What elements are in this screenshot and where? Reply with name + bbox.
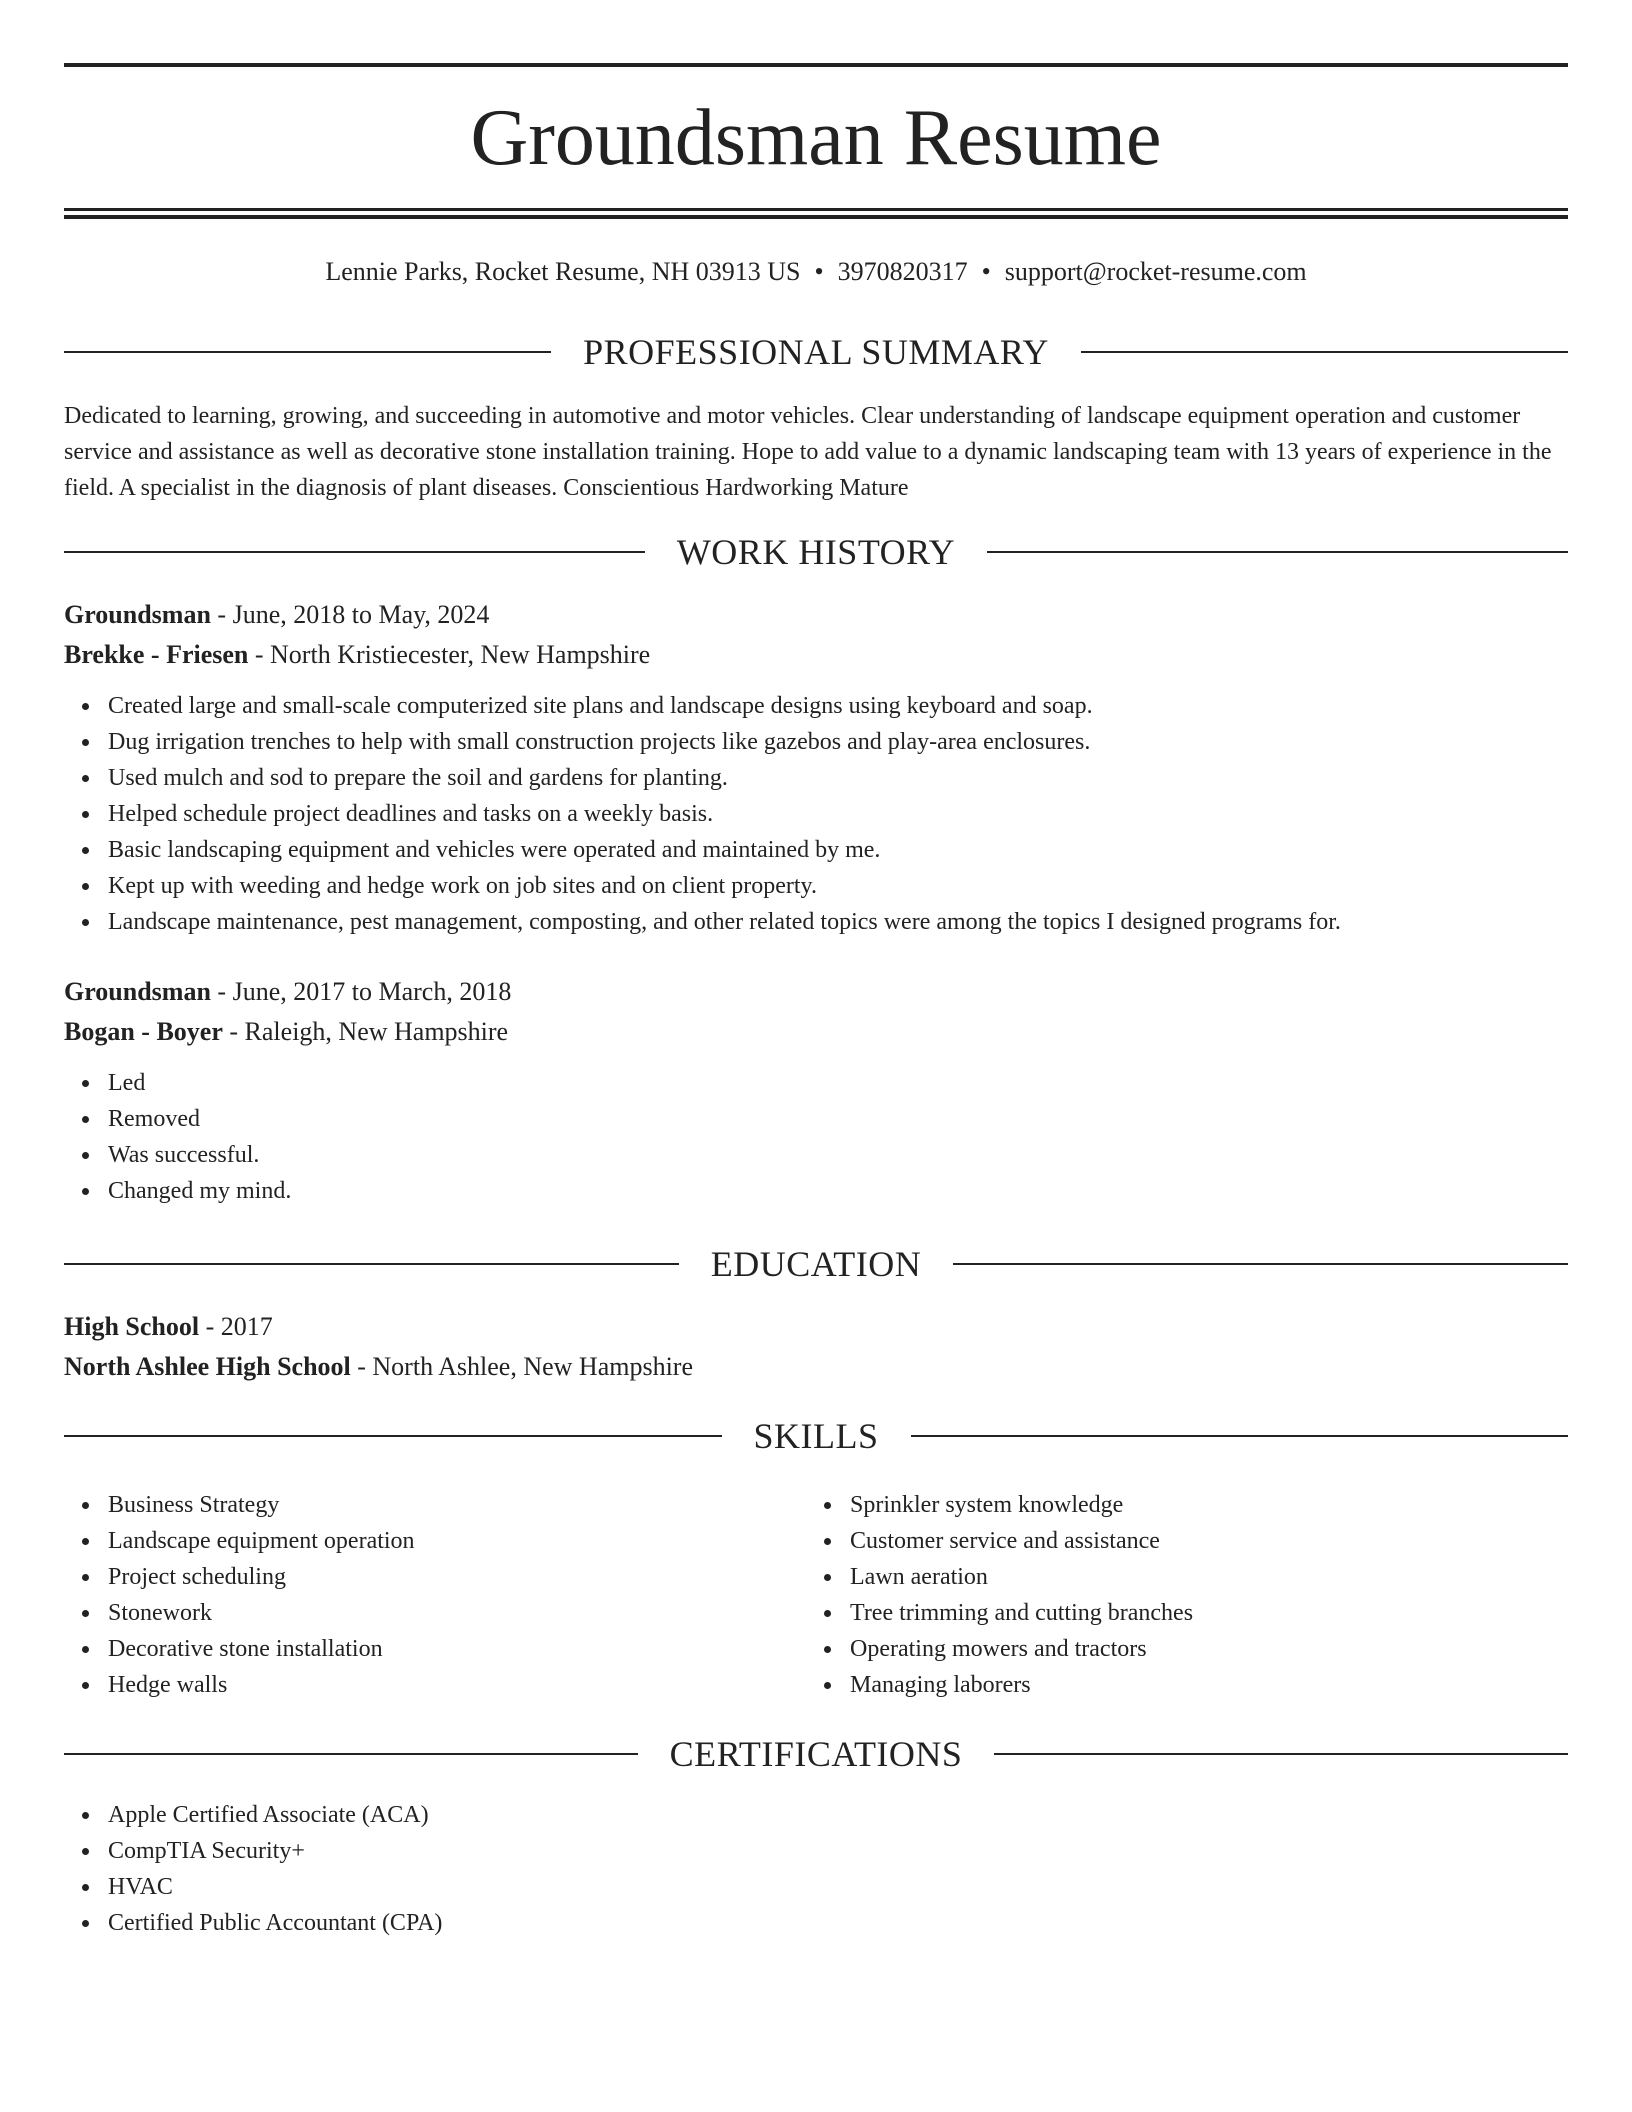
section-title: SKILLS	[753, 1416, 879, 1456]
heading-rule-left	[64, 1753, 638, 1755]
skills-list-right	[806, 1487, 1550, 1703]
job-company: Brekke - Friesen	[64, 640, 249, 669]
list-item: HVAC	[108, 1869, 442, 1905]
section-title: PROFESSIONAL SUMMARY	[583, 332, 1049, 372]
list-item: Changed my mind.	[108, 1173, 291, 1209]
section-title: WORK HISTORY	[676, 532, 956, 572]
list-item: Basic landscaping equipment and vehicles were operated and maintained by me.	[108, 832, 1341, 868]
list-item: Sprinkler system knowledge	[850, 1487, 1550, 1523]
education-degree-line	[64, 1309, 1568, 1345]
section-heading-certifications	[64, 1732, 1568, 1776]
education-degree: High School	[64, 1312, 200, 1341]
job-company: Bogan - Boyer	[64, 1017, 223, 1046]
heading-rule-right	[987, 551, 1568, 553]
list-item: Hedge walls	[108, 1667, 808, 1703]
section-heading-education	[64, 1242, 1568, 1286]
list-item: Landscape equipment operation	[108, 1523, 808, 1559]
list-item: Landscape maintenance, pest management, composting, and other related topics were among the topics I designed programs for.	[108, 904, 1341, 940]
education-location: - North Ashlee, New Hampshire	[350, 1352, 694, 1381]
heading-rule-right	[1081, 351, 1568, 353]
heading-rule-left	[64, 1263, 679, 1265]
list-item: Kept up with weeding and hedge work on job sites and on client property.	[108, 868, 1341, 904]
title-rule-upper	[64, 208, 1568, 211]
contact-email: support@rocket-resume.com	[1004, 257, 1307, 286]
list-item: Used mulch and sod to prepare the soil and gardens for planting.	[108, 760, 1341, 796]
job-duties-list	[64, 688, 1341, 940]
section-title: EDUCATION	[710, 1244, 922, 1284]
list-item: Lawn aeration	[850, 1559, 1550, 1595]
list-item: Led	[108, 1065, 291, 1101]
education-year: - 2017	[199, 1312, 273, 1341]
heading-rule-right	[953, 1263, 1568, 1265]
list-item: Project scheduling	[108, 1559, 808, 1595]
list-item: Managing laborers	[850, 1667, 1550, 1703]
job-location: - Raleigh, New Hampshire	[222, 1017, 509, 1046]
list-item: Certified Public Accountant (CPA)	[108, 1905, 442, 1941]
list-item: Helped schedule project deadlines and tasks on a weekly basis.	[108, 796, 1341, 832]
list-item: Created large and small-scale computerized site plans and landscape designs using keyboard and soap.	[108, 688, 1341, 724]
list-item: CompTIA Security+	[108, 1833, 442, 1869]
summary-text: Dedicated to learning, growing, and succeeding in automotive and motor vehicles. Clear understanding of landscape equipment operation and customer service and assistance as well as decorative stone installation training. Hope to add value to a dynamic landscaping team with 13 years of experience in the field. A specialist in the diagnosis of plant diseases. Conscientious Hardworking Mature	[64, 403, 1552, 501]
job-title: Groundsman	[64, 977, 211, 1006]
contact-phone: 3970820317	[837, 257, 968, 286]
job-dates: - June, 2017 to March, 2018	[210, 977, 512, 1006]
heading-rule-left	[64, 351, 551, 353]
list-item: Stonework	[108, 1595, 808, 1631]
section-heading-skills	[64, 1414, 1568, 1458]
list-item: Dug irrigation trenches to help with small construction projects like gazebos and play-area enclosures.	[108, 724, 1341, 760]
job-title: Groundsman	[64, 600, 211, 629]
list-item: Operating mowers and tractors	[850, 1631, 1550, 1667]
section-title: CERTIFICATIONS	[669, 1734, 963, 1774]
contact-separator: •	[981, 257, 991, 286]
job-title-line	[64, 597, 1568, 633]
section-heading-summary	[64, 330, 1568, 374]
contact-line	[64, 255, 1568, 289]
job-title-line	[64, 974, 1568, 1010]
list-item: Decorative stone installation	[108, 1631, 808, 1667]
list-item: Was successful.	[108, 1137, 291, 1173]
heading-rule-right	[911, 1435, 1569, 1437]
heading-rule-right	[994, 1753, 1568, 1755]
job-company-line	[64, 1014, 1568, 1050]
title-rule-lower	[64, 215, 1568, 219]
job-company-line	[64, 637, 1568, 673]
job-duties-list	[64, 1065, 291, 1209]
list-item: Apple Certified Associate (ACA)	[108, 1797, 442, 1833]
top-rule	[64, 63, 1568, 67]
list-item: Tree trimming and cutting branches	[850, 1595, 1550, 1631]
education-school: North Ashlee High School	[64, 1352, 351, 1381]
page-title: Groundsman Resume	[470, 94, 1162, 182]
skills-list-left	[64, 1487, 808, 1703]
contact-address: Lennie Parks, Rocket Resume, NH 03913 US	[325, 257, 801, 286]
education-school-line	[64, 1349, 1568, 1385]
contact-separator: •	[814, 257, 824, 286]
job-location: - North Kristiecester, New Hampshire	[248, 640, 651, 669]
certifications-list	[64, 1797, 442, 1941]
list-item: Removed	[108, 1101, 291, 1137]
list-item: Customer service and assistance	[850, 1523, 1550, 1559]
job-dates: - June, 2018 to May, 2024	[210, 600, 490, 629]
section-heading-work-history	[64, 530, 1568, 574]
heading-rule-left	[64, 1435, 722, 1437]
list-item: Business Strategy	[108, 1487, 808, 1523]
heading-rule-left	[64, 551, 645, 553]
